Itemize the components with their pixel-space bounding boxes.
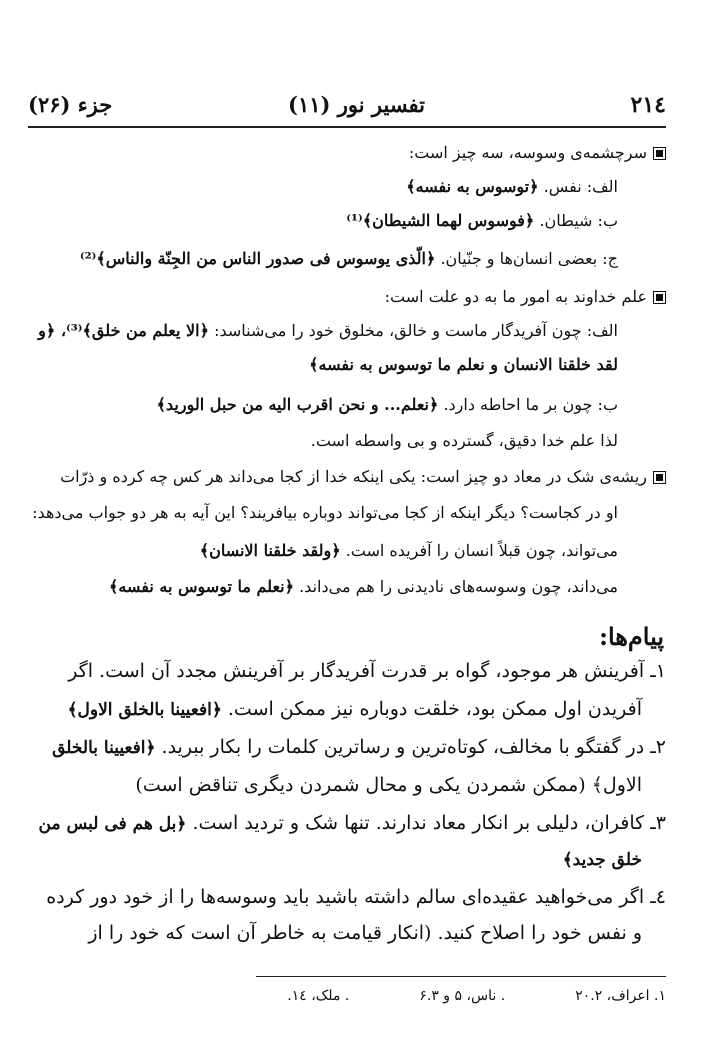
footnotes [217, 988, 666, 1004]
line-text: ب: چون بر ما احاطه دارد. [443, 395, 618, 414]
line-text: ب: شیطان. [539, 211, 618, 230]
line-text: ج: بعضی انسان‌ها و جنّیان. [440, 249, 618, 268]
message-line [52, 734, 666, 761]
message-text: الاول﴾ (ممکن شمردن یکی و محال شمردن دیگری تناقض است) [135, 774, 642, 796]
line-text: لذا علم خدا دقیق، گسترده و بی واسطه است. [310, 431, 618, 450]
quran-quote: ﴿فوسوس لهما الشیطان﴾⁽¹⁾ [346, 211, 535, 230]
text-line [311, 430, 618, 452]
text-line [32, 502, 618, 524]
book-title: تفسیر نور (۱۱) [288, 92, 426, 117]
message-line [68, 696, 642, 723]
message-text: ۳ـ کافران، دلیلی بر انکار معاد ندارند. تنها شک و تردید است. [192, 812, 666, 834]
line-text: الف: نفس. [543, 177, 618, 196]
square-bullet-icon [653, 291, 666, 304]
message-text: ۱ـ آفرینش هر موجود، گواه بر قدرت آفریدگار بر آفرینش مجدد آن است. اگر [68, 660, 666, 682]
text-line [346, 210, 618, 232]
quran-quote: ﴿توسوس به نفسه﴾ [406, 177, 539, 196]
text-line [200, 540, 618, 562]
quran-quote: ﴿افعیینا بالخلق الاول﴾ [67, 700, 222, 720]
part-label: جزء (۲۶) [28, 92, 113, 117]
square-bullet-icon [653, 471, 666, 484]
page-number: ۲۱٤ [630, 92, 666, 118]
line-text: می‌تواند، چون قبلاً انسان را آفریده است. [345, 541, 618, 560]
text-line [309, 354, 618, 376]
quran-quote: ﴿الّذی یوسوس فی صدور الناس من الجِنّة والناس﴾⁽²⁾ [79, 249, 436, 268]
quran-quote: ﴿بل هم فی لبس من [38, 814, 187, 834]
square-bullet-icon [653, 147, 666, 160]
footnote-divider [256, 976, 666, 977]
bullet-line [385, 286, 666, 308]
message-line [88, 920, 642, 946]
message-line [39, 810, 666, 837]
message-line [563, 846, 642, 873]
text-line [109, 576, 618, 598]
line-text: علم خداوند به امور ما به دو علت است: [384, 287, 647, 306]
line-text: الف: چون آفریدگار ماست و خالق، مخلوق خود را می‌شناسد: [214, 321, 618, 340]
text-line [38, 320, 618, 342]
message-text: آفریدن اول ممکن بود، خلقت دوباره نیز ممکن است. [227, 698, 642, 720]
quran-quote: ﴿ولقد خلقنا الانسان﴾ [199, 541, 341, 560]
quran-quote: لقد خلقنا الانسان و نعلم ما توسوس به نفسه﴾ [309, 355, 618, 374]
line-text: می‌داند، چون وسوسه‌های نادیدنی را هم می‌داند. [299, 577, 618, 596]
text-line [80, 248, 618, 270]
text-line [406, 176, 618, 198]
footnote: ۲. ناس، ۵ و ۶. [419, 988, 603, 1004]
bullet-line [409, 142, 666, 164]
page-header [28, 92, 666, 128]
line-text: سرچشمه‌ی وسوسه، سه چیز است: [408, 143, 647, 162]
message-text: ٤ـ اگر می‌خواهید عقیده‌ای سالم داشته باشید باید وسوسه‌ها را از خود دور کرده [46, 886, 666, 908]
messages-heading: پیام‌ها: [599, 622, 664, 651]
footnote: ۱. اعراف، ۲۰. [575, 988, 666, 1004]
text-line [157, 394, 618, 416]
quran-quote: ﴿نعلم... و نحن اقرب الیه من حبل الورید﴾ [156, 395, 439, 414]
footnote: ۳. ملک، ۱٤. [287, 988, 439, 1004]
message-text: و نفس خود را اصلاح کنید. (انکار قیامت به خاطر آن است که خود را از [88, 922, 642, 944]
quran-quote: ﴿الا یعلم من خلق﴾⁽³⁾، ﴿و [38, 321, 209, 340]
line-text: او در کجاست؟ دیگر اینکه از کجا می‌تواند دوباره بیافریند؟ این آیه به هر دو جواب می‌دهد: [32, 503, 618, 522]
line-text: ریشه‌ی شک در معاد دو چیز است: یکی اینکه خدا از کجا می‌داند هر کس چه کرده و ذرّات [60, 467, 647, 486]
message-line [135, 772, 642, 798]
bullet-line [60, 466, 666, 488]
quran-quote: خلق جدید﴾ [562, 850, 642, 870]
message-text: ۲ـ در گفتگو با مخالف، کوتاه‌ترین و رساترین کلمات را بکار ببرید. [161, 736, 666, 758]
quran-quote: ﴿نعلم ما توسوس به نفسه﴾ [109, 577, 294, 596]
message-line [46, 884, 666, 910]
quran-quote: ﴿افعیینا بالخلق [52, 738, 156, 758]
message-line [68, 658, 666, 684]
